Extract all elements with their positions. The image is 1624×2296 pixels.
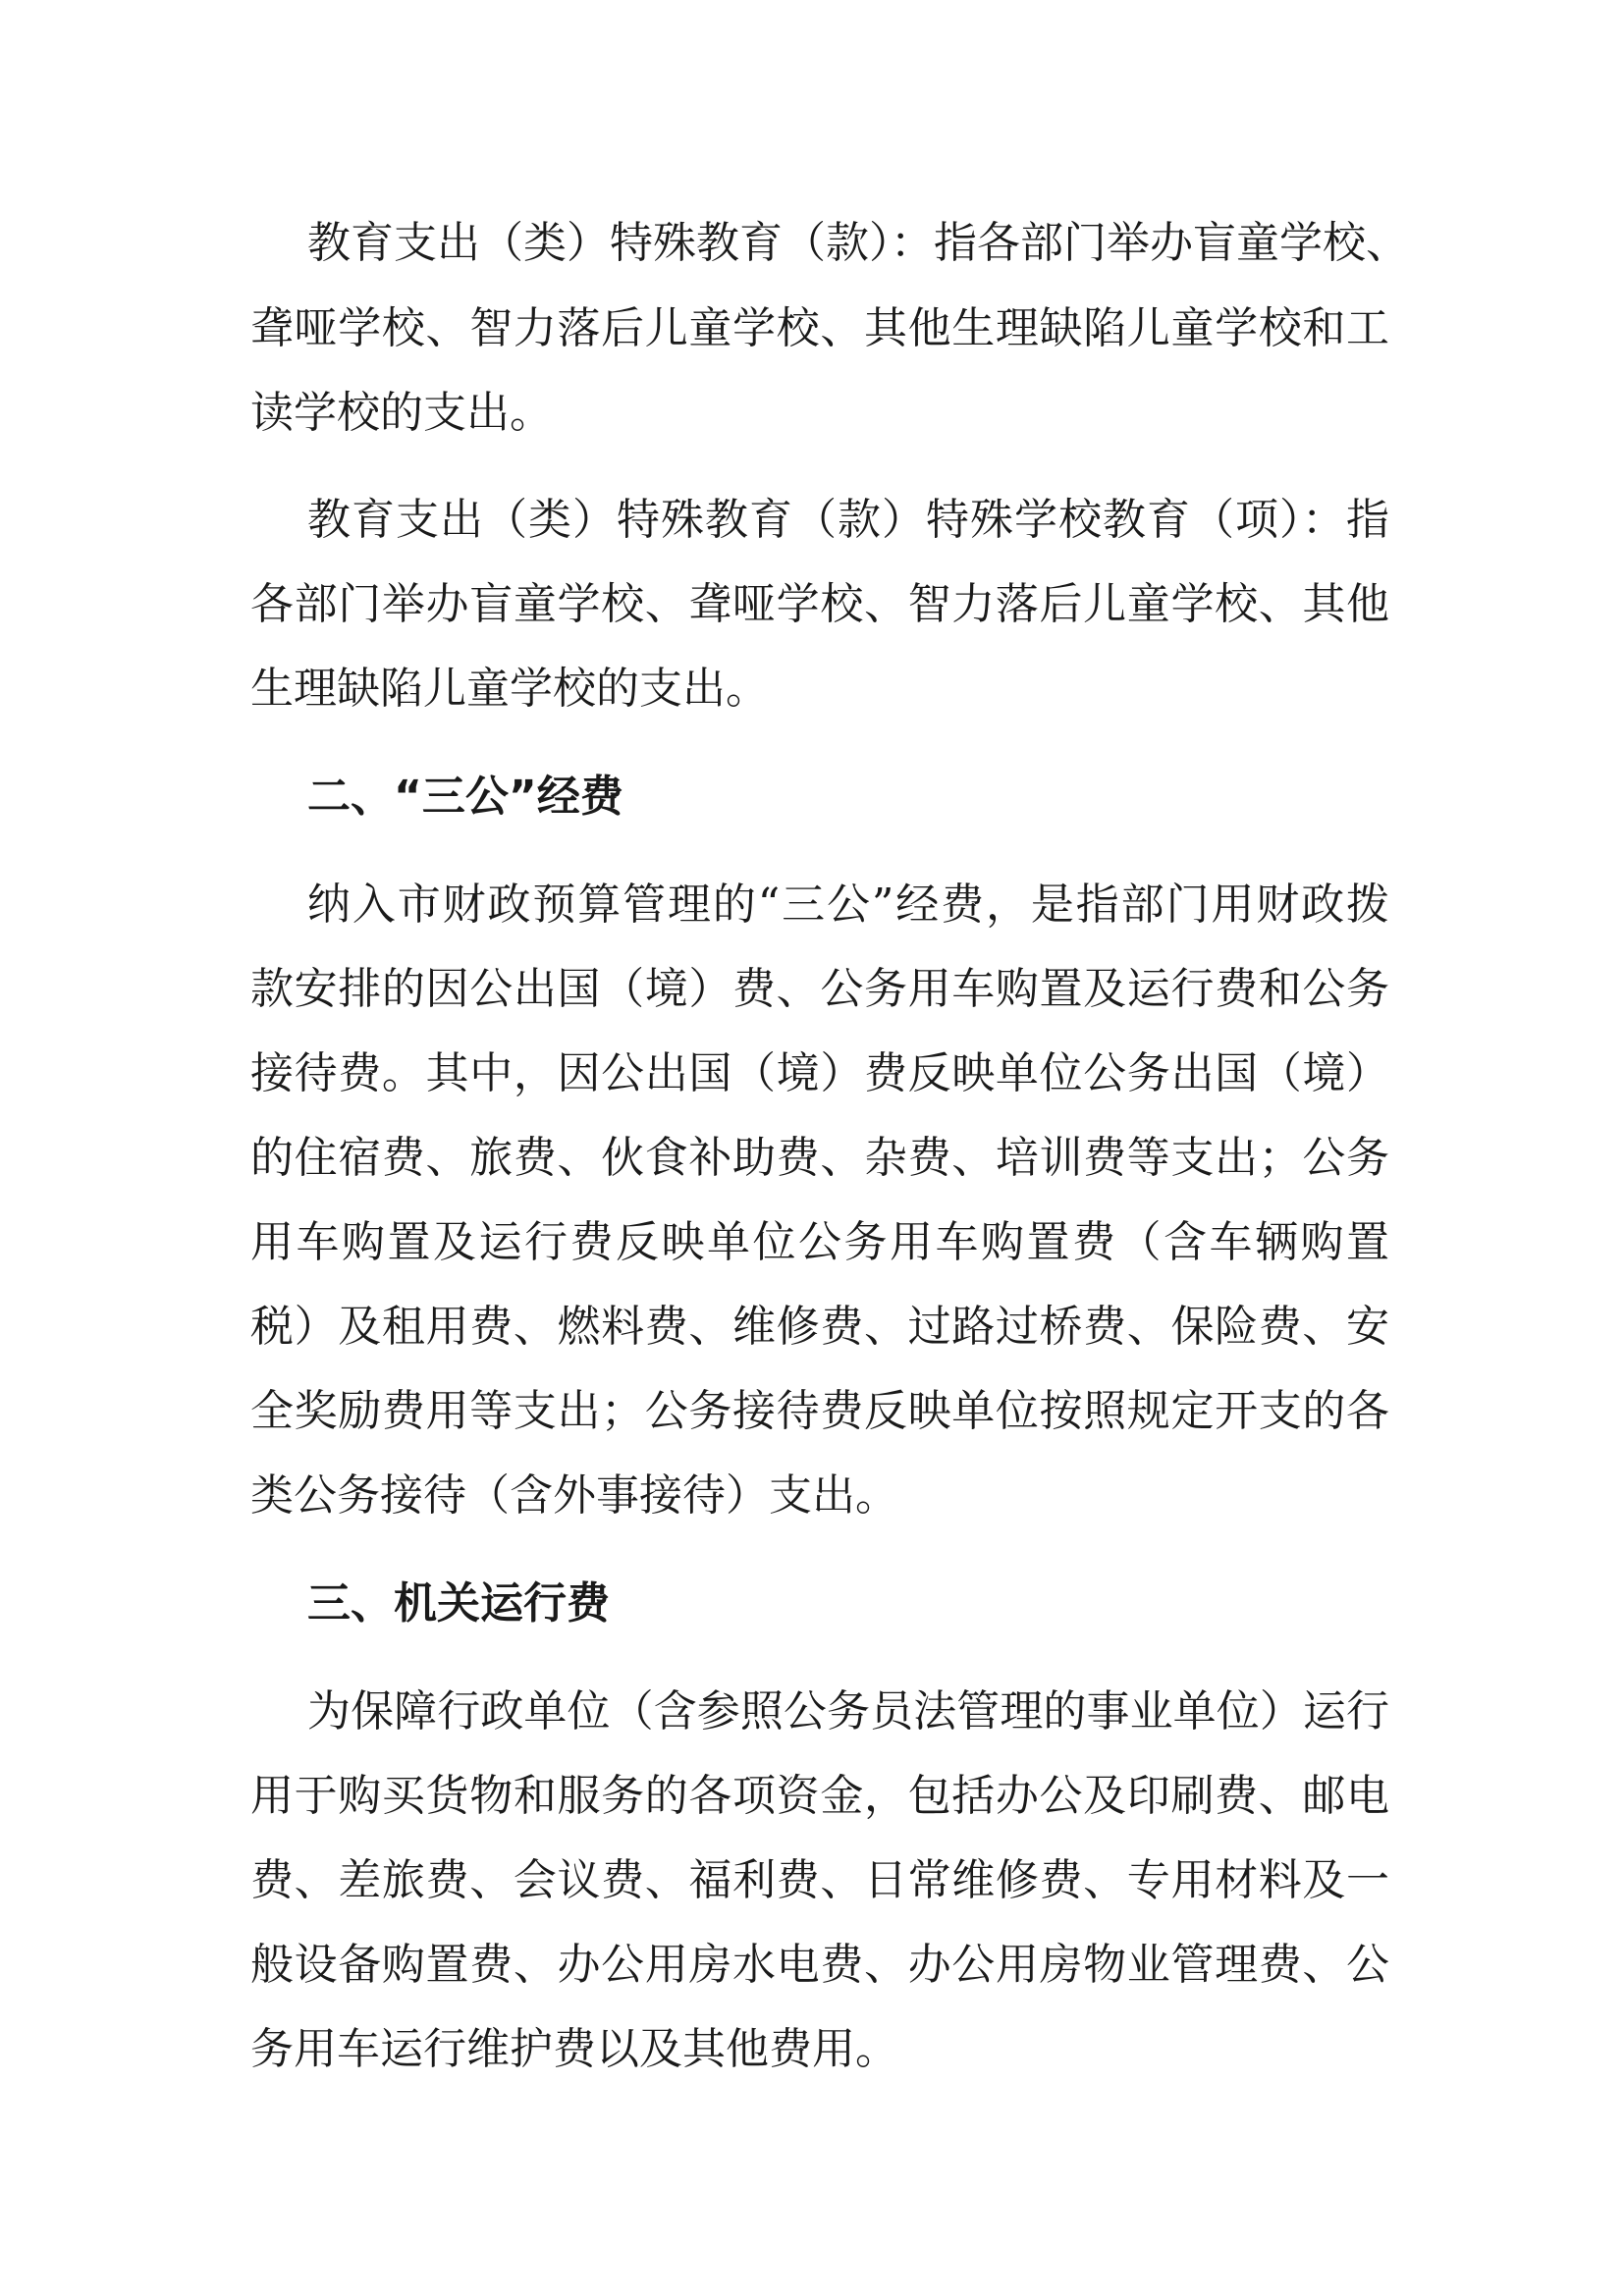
paragraph-1-line-3: 读学校的支出。	[250, 388, 553, 438]
section-heading-agency-operating-expenses: 三、机关运行费	[307, 1578, 610, 1629]
paragraph-1-line-2: 聋哑学校、智力落后儿童学校、其他生理缺陷儿童学校和工	[250, 303, 1389, 353]
paragraph-3-line-5: 用车购置及运行费反映单位公务用车购置费（含车辆购置	[250, 1217, 1389, 1267]
paragraph-4-line-1: 为保障行政单位（含参照公务员法管理的事业单位）运行	[307, 1686, 1389, 1736]
paragraph-4-line-2: 用于购买货物和服务的各项资金，包括办公及印刷费、邮电	[250, 1771, 1389, 1821]
paragraph-2-line-2: 各部门举办盲童学校、聋哑学校、智力落后儿童学校、其他	[250, 579, 1389, 629]
paragraph-3-line-7: 全奖励费用等支出；公务接待费反映单位按照规定开支的各	[250, 1386, 1389, 1436]
paragraph-3-line-8: 类公务接待（含外事接待）支出。	[250, 1470, 898, 1521]
paragraph-3-line-3: 接待费。其中，因公出国（境）费反映单位公务出国（境）	[250, 1048, 1389, 1098]
paragraph-3-line-2: 款安排的因公出国（境）费、公务用车购置及运行费和公务	[250, 964, 1389, 1014]
paragraph-3-line-4: 的住宿费、旅费、伙食补助费、杂费、培训费等支出；公务	[250, 1133, 1389, 1183]
section-heading-three-public-expenses: 二、“三公”经费	[307, 772, 623, 822]
paragraph-2-line-3: 生理缺陷儿童学校的支出。	[250, 664, 769, 714]
paragraph-4-line-5: 务用车运行维护费以及其他费用。	[250, 2024, 898, 2074]
paragraph-3-line-6: 税）及租用费、燃料费、维修费、过路过桥费、保险费、安	[250, 1302, 1389, 1352]
paragraph-2-line-1: 教育支出（类）特殊教育（款）特殊学校教育（项）：指	[307, 495, 1389, 545]
paragraph-4-line-3: 费、差旅费、会议费、福利费、日常维修费、专用材料及一	[250, 1855, 1389, 1905]
paragraph-1-line-1: 教育支出（类）特殊教育（款）：指各部门举办盲童学校、	[307, 218, 1409, 268]
paragraph-4-line-4: 般设备购置费、办公用房水电费、办公用房物业管理费、公	[250, 1940, 1389, 1990]
paragraph-3-line-1: 纳入市财政预算管理的“三公”经费，是指部门用财政拨	[307, 880, 1389, 930]
